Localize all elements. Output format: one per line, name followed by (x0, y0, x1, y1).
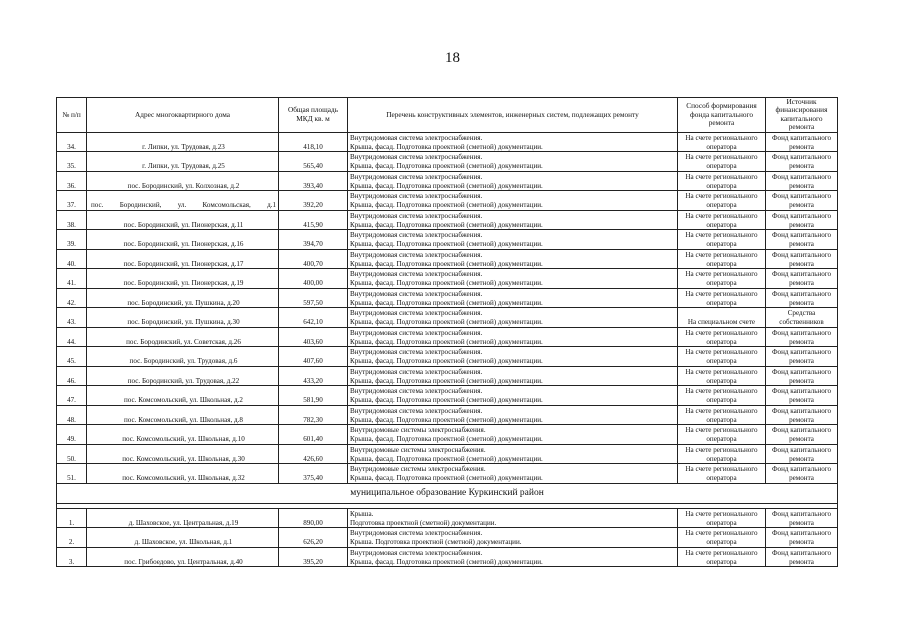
row-funding-source: Фонд капитального ремонта (766, 386, 838, 406)
works-line: Крыша, фасад. Подготовка проектной (сметной) документации. (350, 318, 543, 327)
row-area: 642,10 (279, 308, 348, 328)
row-works (348, 508, 678, 528)
works-line: Крыша, фасад. Подготовка проектной (сметной) документации. (350, 220, 543, 229)
row-address: пос. Комсомольский, ул. Школьная, д.32 (87, 464, 279, 484)
works-line: Внутридомовые системы электроснабжения. (350, 465, 486, 474)
row-funding-source: Фонд капитального ремонта (766, 171, 838, 191)
row-number: 39. (57, 230, 87, 250)
header-source: Источник финансирования капитального ремонта (766, 98, 838, 133)
row-address: г. Липки, ул. Трудовая, д.23 (87, 132, 279, 152)
works-line: Крыша, фасад. Подготовка проектной (сметной) документации. (350, 435, 543, 444)
row-fund-method: На счете регионального оператора (678, 444, 766, 464)
row-address: д. Шаховское, ул. Школьная, д.1 (87, 528, 279, 548)
table-row (57, 308, 838, 328)
row-area: 782,30 (279, 405, 348, 425)
table-row (57, 547, 838, 567)
row-area: 400,00 (279, 269, 348, 289)
row-number: 40. (57, 249, 87, 269)
row-fund-method: На счете регионального оператора (678, 425, 766, 445)
works-line: Внутридомовая система электроснабжения. (350, 328, 483, 337)
row-fund-method: На счете регионального оператора (678, 327, 766, 347)
row-address: пос. Бородинский, ул. Пушкина, д.30 (87, 308, 279, 328)
capital-repair-table (56, 97, 838, 567)
works-line: Внутридомовая система электроснабжения. (350, 548, 483, 557)
row-funding-source: Фонд капитального ремонта (766, 132, 838, 152)
row-address: пос. Бородинский, ул. Советская, д.26 (87, 327, 279, 347)
works-line: Крыша. Подготовка проектной (сметной) документации. (350, 538, 522, 547)
row-number: 48. (57, 405, 87, 425)
table-row (57, 210, 838, 230)
row-number: 38. (57, 210, 87, 230)
row-works (348, 425, 678, 445)
row-funding-source: Фонд капитального ремонта (766, 464, 838, 484)
row-number: 1. (57, 508, 87, 528)
row-number: 36. (57, 171, 87, 191)
table-row (57, 405, 838, 425)
row-address: пос. Комсомольский, ул. Школьная, д.2 (87, 386, 279, 406)
row-works (348, 171, 678, 191)
row-address: пос. Комсомольский, ул. Школьная, д.30 (87, 444, 279, 464)
row-number: 43. (57, 308, 87, 328)
row-fund-method: На счете регионального оператора (678, 132, 766, 152)
row-area: 601,40 (279, 425, 348, 445)
row-works (348, 547, 678, 567)
table-row (57, 249, 838, 269)
table-row (57, 171, 838, 191)
row-funding-source: Фонд капитального ремонта (766, 444, 838, 464)
row-address: пос. Бородинский, ул. Пионерская, д.17 (87, 249, 279, 269)
table-row (57, 230, 838, 250)
row-area: 395,20 (279, 547, 348, 567)
row-address: пос. Бородинский, ул. Пионерская, д.11 (87, 210, 279, 230)
section-title: муниципальное образование Куркинский район (57, 483, 838, 503)
section-row (57, 483, 838, 503)
row-address: пос. Бородинский, ул. Трудовая, д.6 (87, 347, 279, 367)
row-works (348, 210, 678, 230)
row-fund-method: На счете регионального оператора (678, 528, 766, 548)
works-line: Крыша, фасад. Подготовка проектной (сметной) документации. (350, 376, 543, 385)
row-fund-method: На специальном счете (678, 308, 766, 328)
row-fund-method: На счете регионального оператора (678, 269, 766, 289)
row-works (348, 528, 678, 548)
row-funding-source: Фонд капитального ремонта (766, 508, 838, 528)
works-line: Крыша, фасад. Подготовка проектной (сметной) документации. (350, 396, 543, 405)
row-fund-method: На счете регионального оператора (678, 508, 766, 528)
row-funding-source: Фонд капитального ремонта (766, 425, 838, 445)
table-row (57, 347, 838, 367)
works-line: Крыша, фасад. Подготовка проектной (сметной) документации. (350, 240, 543, 249)
works-line: Внутридомовая система электроснабжения. (350, 289, 483, 298)
row-address: пос. Бородинский, ул. Комсомольская, д.1 (87, 191, 279, 211)
row-works (348, 152, 678, 172)
works-line: Крыша, фасад. Подготовка проектной (сметной) документации. (350, 201, 543, 210)
table-row (57, 444, 838, 464)
works-line: Крыша, фасад. Подготовка проектной (сметной) документации. (350, 142, 543, 151)
works-line: Внутридомовая система электроснабжения. (350, 172, 483, 181)
works-line: Крыша, фасад. Подготовка проектной (сметной) документации. (350, 181, 543, 190)
row-address: пос. Комсомольский, ул. Школьная, д.8 (87, 405, 279, 425)
table-row (57, 132, 838, 152)
row-area: 375,40 (279, 464, 348, 484)
row-works (348, 132, 678, 152)
row-number: 46. (57, 366, 87, 386)
row-works (348, 269, 678, 289)
row-fund-method: На счете регионального оператора (678, 191, 766, 211)
works-line: Крыша, фасад. Подготовка проектной (сметной) документации. (350, 557, 543, 566)
works-line: Крыша, фасад. Подготовка проектной (сметной) документации. (350, 162, 543, 171)
row-address: пос. Бородинский, ул. Трудовая, д.22 (87, 366, 279, 386)
works-line: Внутридомовая система электроснабжения. (350, 529, 483, 538)
row-funding-source: Фонд капитального ремонта (766, 152, 838, 172)
table-row (57, 191, 838, 211)
row-area: 407,60 (279, 347, 348, 367)
row-number: 47. (57, 386, 87, 406)
row-works (348, 191, 678, 211)
row-funding-source: Фонд капитального ремонта (766, 405, 838, 425)
row-number: 34. (57, 132, 87, 152)
works-line: Внутридомовые системы электроснабжения. (350, 426, 486, 435)
row-area: 393,40 (279, 171, 348, 191)
page-number: 18 (445, 50, 460, 66)
works-line: Крыша, фасад. Подготовка проектной (сметной) документации. (350, 298, 543, 307)
works-line: Внутридомовая система электроснабжения. (350, 270, 483, 279)
row-fund-method: На счете регионального оператора (678, 405, 766, 425)
row-area: 597,50 (279, 288, 348, 308)
works-line: Внутридомовая система электроснабжения. (350, 387, 483, 396)
row-works (348, 347, 678, 367)
works-line: Внутридомовая система электроснабжения. (350, 192, 483, 201)
row-area: 626,20 (279, 528, 348, 548)
row-funding-source: Фонд капитального ремонта (766, 210, 838, 230)
table-row (57, 386, 838, 406)
row-area: 394,70 (279, 230, 348, 250)
works-line: Внутридомовые системы электроснабжения. (350, 445, 486, 454)
table-row (57, 152, 838, 172)
row-number: 50. (57, 444, 87, 464)
row-fund-method: На счете регионального оператора (678, 547, 766, 567)
row-address: пос. Бородинский, ул. Колхозная, д.2 (87, 171, 279, 191)
row-funding-source: Фонд капитального ремонта (766, 366, 838, 386)
works-line: Внутридомовая система электроснабжения. (350, 133, 483, 142)
row-area: 392,20 (279, 191, 348, 211)
row-fund-method: На счете регионального оператора (678, 230, 766, 250)
row-works (348, 308, 678, 328)
row-area: 415,90 (279, 210, 348, 230)
row-number: 42. (57, 288, 87, 308)
row-funding-source: Фонд капитального ремонта (766, 230, 838, 250)
row-funding-source: Фонд капитального ремонта (766, 249, 838, 269)
row-address: пос. Грибоедово, ул. Центральная, д.40 (87, 547, 279, 567)
row-number: 45. (57, 347, 87, 367)
row-works (348, 230, 678, 250)
table-row (57, 528, 838, 548)
row-area: 403,60 (279, 327, 348, 347)
header-works: Перечень конструктивных элементов, инженерных систем, подлежащих ремонту (348, 98, 678, 133)
row-fund-method: На счете регионального оператора (678, 347, 766, 367)
works-line: Подготовка проектной (сметной) документации. (350, 518, 497, 527)
works-line: Внутридомовая система электроснабжения. (350, 406, 483, 415)
row-number: 37. (57, 191, 87, 211)
row-area: 890,00 (279, 508, 348, 528)
header-area: Общая площадь МКД кв. м (279, 98, 348, 133)
row-fund-method: На счете регионального оператора (678, 366, 766, 386)
row-fund-method: На счете регионального оператора (678, 464, 766, 484)
row-funding-source: Фонд капитального ремонта (766, 269, 838, 289)
row-funding-source: Фонд капитального ремонта (766, 327, 838, 347)
works-line: Внутридомовая система электроснабжения. (350, 309, 483, 318)
row-number: 44. (57, 327, 87, 347)
row-number: 51. (57, 464, 87, 484)
works-line: Внутридомовая система электроснабжения. (350, 211, 483, 220)
row-fund-method: На счете регионального оператора (678, 152, 766, 172)
row-area: 565,40 (279, 152, 348, 172)
works-line: Крыша, фасад. Подготовка проектной (сметной) документации. (350, 474, 543, 483)
row-address: пос. Бородинский, ул. Пушкина, д.20 (87, 288, 279, 308)
table-row (57, 366, 838, 386)
row-funding-source: Фонд капитального ремонта (766, 347, 838, 367)
row-fund-method: На счете регионального оператора (678, 288, 766, 308)
row-number: 2. (57, 528, 87, 548)
header-method: Способ формирования фонда капитального ремонта (678, 98, 766, 133)
row-works (348, 444, 678, 464)
row-area: 400,70 (279, 249, 348, 269)
table-row (57, 327, 838, 347)
row-address: д. Шаховское, ул. Центральная, д.19 (87, 508, 279, 528)
header-address: Адрес многоквартирного дома (87, 98, 279, 133)
row-works (348, 464, 678, 484)
row-number: 35. (57, 152, 87, 172)
row-works (348, 288, 678, 308)
row-fund-method: На счете регионального оператора (678, 210, 766, 230)
row-number: 41. (57, 269, 87, 289)
row-area: 433,20 (279, 366, 348, 386)
row-number: 49. (57, 425, 87, 445)
row-fund-method: На счете регионального оператора (678, 249, 766, 269)
works-line: Крыша. (350, 509, 374, 518)
works-line: Крыша, фасад. Подготовка проектной (сметной) документации. (350, 279, 543, 288)
row-fund-method: На счете регионального оператора (678, 171, 766, 191)
works-line: Крыша, фасад. Подготовка проектной (сметной) документации. (350, 415, 543, 424)
row-funding-source: Фонд капитального ремонта (766, 547, 838, 567)
row-funding-source: Средства собственников (766, 308, 838, 328)
works-line: Крыша, фасад. Подготовка проектной (сметной) документации. (350, 454, 543, 463)
table-row (57, 508, 838, 528)
row-funding-source: Фонд капитального ремонта (766, 288, 838, 308)
row-works (348, 327, 678, 347)
works-line: Крыша, фасад. Подготовка проектной (сметной) документации. (350, 337, 543, 346)
table-row (57, 425, 838, 445)
works-line: Внутридомовая система электроснабжения. (350, 231, 483, 240)
table-row (57, 464, 838, 484)
row-works (348, 249, 678, 269)
header-num: № п/п (57, 98, 87, 133)
row-works (348, 386, 678, 406)
row-area: 581,90 (279, 386, 348, 406)
works-line: Крыша, фасад. Подготовка проектной (сметной) документации. (350, 357, 543, 366)
row-number: 3. (57, 547, 87, 567)
works-line: Внутридомовая система электроснабжения. (350, 250, 483, 259)
row-address: пос. Бородинский, ул. Пионерская, д.16 (87, 230, 279, 250)
works-line: Внутридомовая система электроснабжения. (350, 367, 483, 376)
works-line: Крыша, фасад. Подготовка проектной (сметной) документации. (350, 259, 543, 268)
row-funding-source: Фонд капитального ремонта (766, 528, 838, 548)
row-works (348, 366, 678, 386)
row-works (348, 405, 678, 425)
works-line: Внутридомовая система электроснабжения. (350, 153, 483, 162)
row-area: 418,10 (279, 132, 348, 152)
table-row (57, 288, 838, 308)
row-funding-source: Фонд капитального ремонта (766, 191, 838, 211)
row-address: пос. Бородинский, ул. Пионерская, д.19 (87, 269, 279, 289)
works-line: Внутридомовая система электроснабжения. (350, 348, 483, 357)
row-address: пос. Комсомольский, ул. Школьная, д.10 (87, 425, 279, 445)
table-row (57, 269, 838, 289)
row-area: 426,60 (279, 444, 348, 464)
table-header-row (57, 98, 838, 133)
row-address: г. Липки, ул. Трудовая, д.25 (87, 152, 279, 172)
row-fund-method: На счете регионального оператора (678, 386, 766, 406)
